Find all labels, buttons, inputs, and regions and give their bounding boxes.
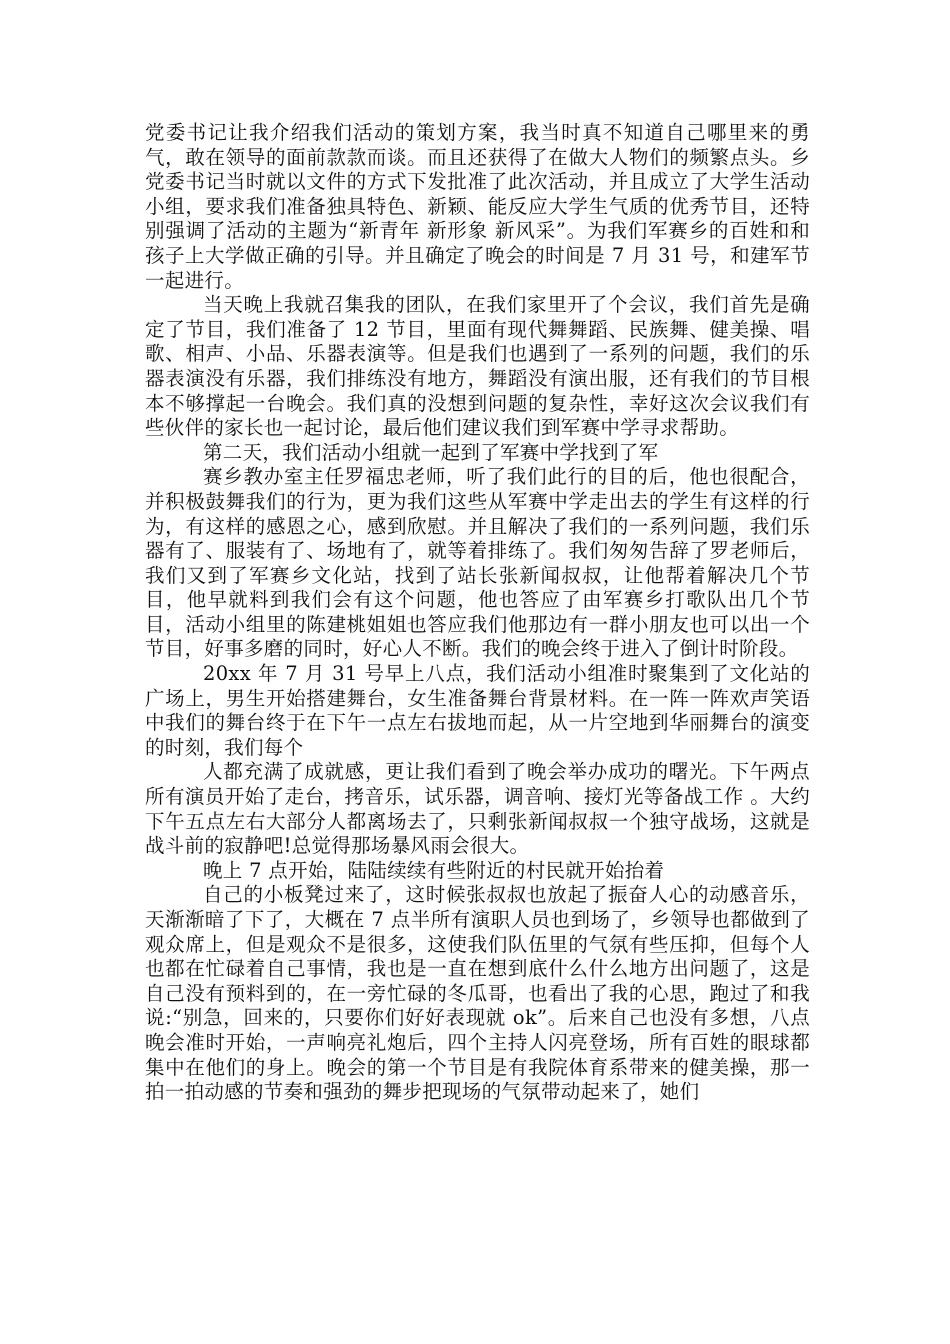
paragraph-1: 党委书记让我介绍我们活动的策划方案，我当时真不知道自己哪里来的勇气，敢在领导的面前款款而谈。而且还获得了在做大人物们的频繁点头。乡党委书记当时就以文件的方式下发批准了此次活动，并且成立了大学生活动小组，要求我们准备独具特色、新颖、能反应大学生气质的优秀节目，还特别强调了活动的主题为“新青年 新形象 新风采”。为我们军赛乡的百姓和和孩子上大学做正确的引导。并且确定了晚会的时间是 7 月 31 号，和建军节一起进行。	[145, 121, 810, 292]
paragraph-5: 20xx 年 7 月 31 号早上八点，我们活动小组准时聚集到了文化站的广场上，男生开始搭建舞台，女生准备舞台背景材料。在一阵一阵欢声笑语中我们的舞台终于在下午一点左右拔地而起，从一片空地到华丽舞台的演变的时刻，我们每个	[145, 662, 810, 759]
paragraph-2: 当天晚上我就召集我的团队，在我们家里开了个会议，我们首先是确定了节目，我们准备了 12 节目，里面有现代舞舞蹈、民族舞、健美操、唱歌、相声、小品、乐器表演等。但是我们也遇到了一系列的问题，我们的乐器表演没有乐器，我们排练没有地方，舞蹈没有演出服，还有我们的节目根本不够撑起一台晚会。我们真的没想到问题的复杂性，幸好这次会议我们有些伙伴的家长也一起讨论，最后他们建议我们到军赛中学寻求帮助。	[145, 293, 810, 440]
paragraph-8: 自己的小板凳过来了，这时候张叔叔也放起了振奋人心的动感音乐，天渐渐暗了下了，大概在 7 点半所有演职人员也到场了，乡领导也都做到了观众席上，但是观众不是很多，这使我们队伍里的气氛有些压抑，但每个人也都在忙碌着自己事情，我也是一直在想到底什么什么地方出问题了，这是自己没有预料到的，在一旁忙碌的冬瓜哥，也看出了我的心思，跑过了和我说:“别急，回来的，只要你们好好表现就 ok”。后来自己也没有多想，八点晚会准时开始，一声响亮礼炮后，四个主持人闪亮登场，所有百姓的眼球都集中在他们的身上。晚会的第一个节目是有我院体育系带来的健美操，那一拍一拍动感的节奏和强劲的舞步把现场的气氛带动起来了，她们	[145, 883, 810, 1104]
paragraph-6: 人都充满了成就感，更让我们看到了晚会举办成功的曙光。下午两点所有演员开始了走台，拷音乐，试乐器，调音响、接灯光等备战工作 。大约下午五点左右大部分人都离场去了，只剩张新闻叔叔一个独守战场，这就是战斗前的寂静吧!总觉得那场暴风雨会很大。	[145, 760, 810, 858]
paragraph-7: 晚上 7 点开始，陆陆续续有些附近的村民就开始抬着	[203, 858, 665, 882]
paragraph-3: 第二天，我们活动小组就一起到了军赛中学找到了军	[203, 440, 659, 464]
document-body	[145, 121, 810, 1105]
paragraph-4: 赛乡教办室主任罗福忠老师，听了我们此行的目的后，他也很配合，并积极鼓舞我们的行为，更为我们这些从军赛中学走出去的学生有这样的行为，有这样的感恩之心，感到欣慰。并且解决了我们的一系列问题，我们乐器有了、服装有了、场地有了，就等着排练了。我们匆匆告辞了罗老师后，我们又到了军赛乡文化站，找到了站长张新闻叔叔，让他帮着解决几个节目，他早就料到我们会有这个问题，他也答应了由军赛乡打歌队出几个节目，活动小组里的陈建桃姐姐也答应我们他那边有一群小朋友也可以出一个节目，好事多磨的同时，好心人不断。我们的晚会终于进入了倒计时阶段。	[145, 465, 810, 661]
